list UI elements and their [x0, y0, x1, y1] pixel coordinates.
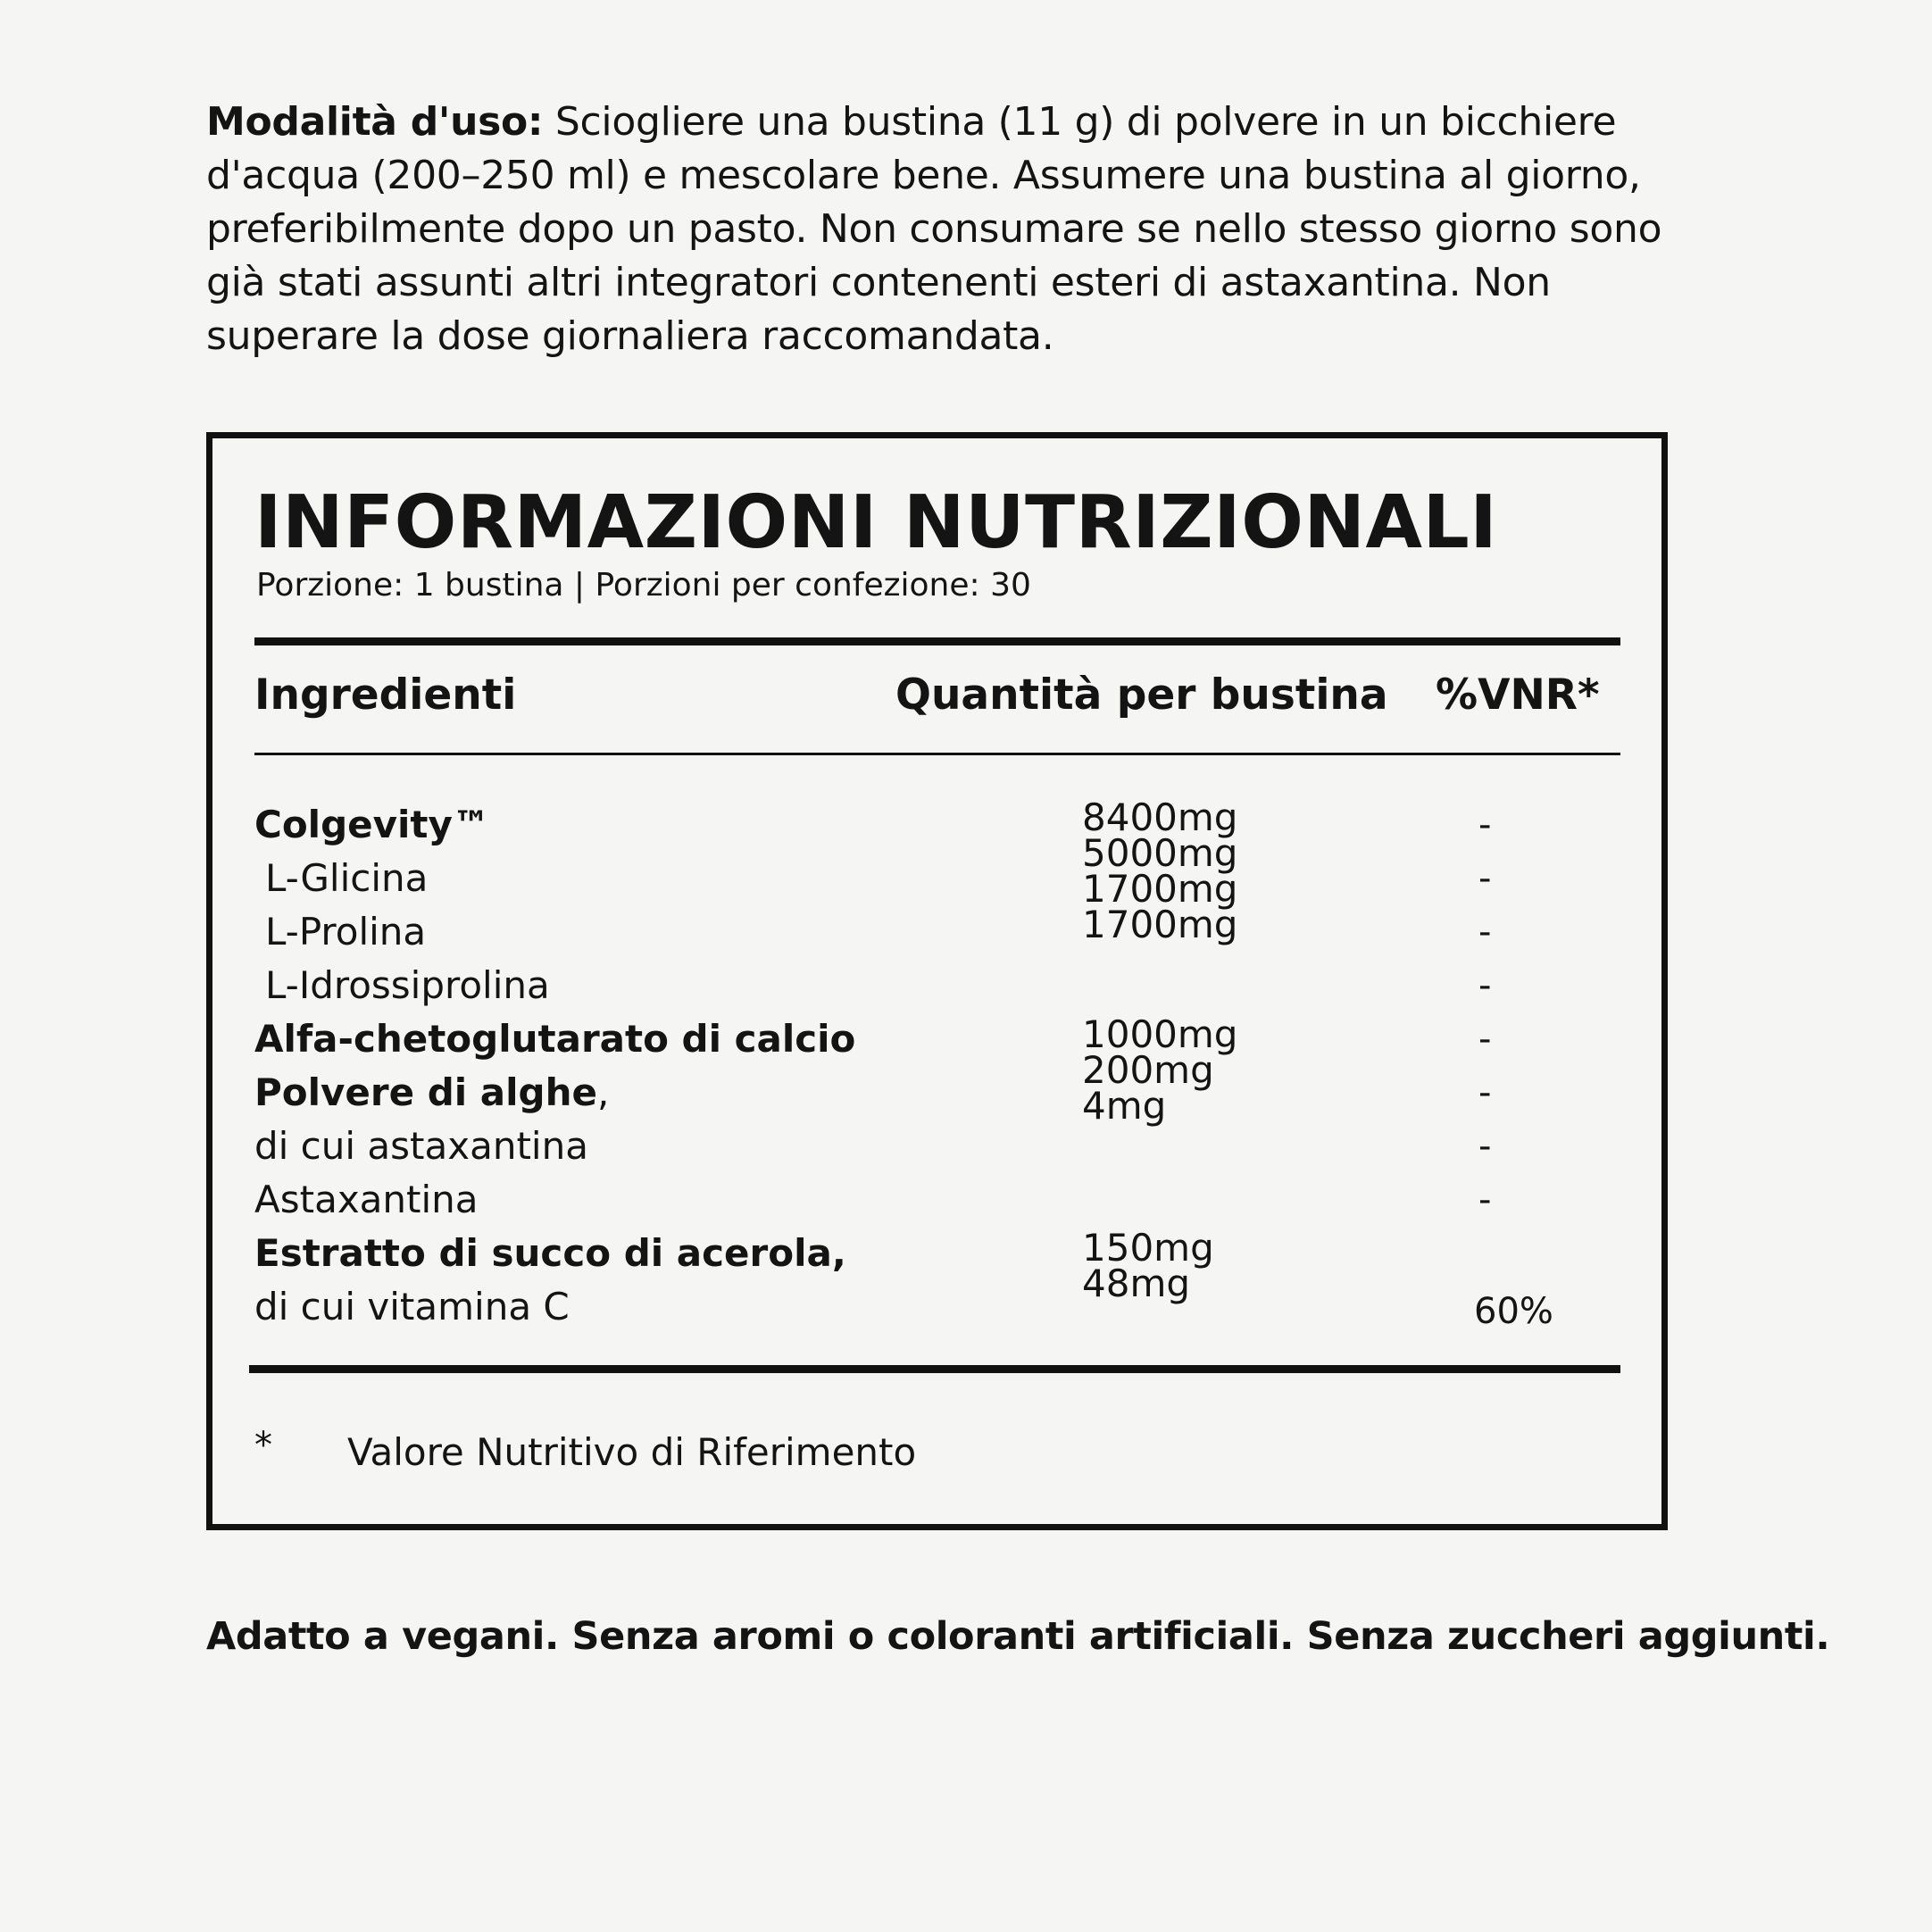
ingredient-name: L-Prolina	[265, 910, 427, 954]
divider-thick-bottom	[249, 1365, 1620, 1373]
header-quantity: Quantità per bustina	[895, 670, 1388, 720]
vnr-value: -	[1478, 965, 1492, 1006]
ingredient-name: Alfa-chetoglutarato di calcio	[254, 1017, 856, 1061]
panel-title: INFORMAZIONI NUTRIZIONALI	[254, 480, 1498, 565]
quantity-value: 1700mg	[1082, 903, 1238, 946]
ingredient-name	[254, 1068, 609, 1118]
ingredient-name: di cui vitamina C	[254, 1285, 570, 1328]
quantity-value: 1000mg	[1082, 1012, 1238, 1056]
ingredient-name: Estratto di succo di acerola,	[254, 1231, 846, 1275]
divider-thick	[254, 637, 1620, 645]
vnr-value: 60%	[1474, 1291, 1553, 1332]
ingredient-name-bold: Polvere di alghe	[254, 1070, 597, 1114]
vnr-value: -	[1478, 1179, 1492, 1220]
quantity-value: 4mg	[1082, 1084, 1167, 1128]
usage-instructions	[206, 96, 1670, 363]
ingredient-name: di cui astaxantina	[254, 1124, 588, 1168]
usage-text: Sciogliere una bustina (11 g) di polvere in un bicchiere d'acqua (200–250 ml) e mescolare bene. Assumere una bustina al giorno, preferibilmente dopo un pasto. Non consumare se nello stesso giorno sono già stati assunti altri integratori contenenti esteri di astaxantina. Non superare la dose giornaliera raccomandata.	[206, 99, 1662, 359]
vnr-value: -	[1478, 1019, 1492, 1060]
quantity-value: 200mg	[1082, 1048, 1214, 1092]
ingredient-name: Colgevity™	[254, 803, 490, 846]
serving-info: Porzione: 1 bustina | Porzioni per confezione: 30	[256, 567, 1031, 604]
footnote-asterisk: *	[254, 1425, 272, 1466]
ingredient-name: L-Idrossiprolina	[265, 963, 550, 1007]
quantity-value: 150mg	[1082, 1226, 1214, 1270]
footnote-text: Valore Nutritivo di Riferimento	[347, 1430, 917, 1474]
vnr-value: -	[1478, 912, 1492, 953]
quantity-value: 1700mg	[1082, 867, 1238, 911]
vnr-value: -	[1478, 1072, 1492, 1113]
ingredient-name: Astaxantina	[254, 1178, 479, 1221]
product-claims: Adatto a vegani. Senza aromi o coloranti artificiali. Senza zuccheri aggiunti.	[206, 1614, 1830, 1659]
vnr-value: -	[1478, 858, 1492, 899]
vnr-value: -	[1478, 1126, 1492, 1167]
ingredient-name: L-Glicina	[265, 856, 429, 900]
ingredient-comma: ,	[597, 1070, 610, 1114]
nutrition-panel	[206, 432, 1668, 1530]
quantity-value: 48mg	[1082, 1262, 1191, 1305]
header-vnr: %VNR*	[1436, 670, 1600, 720]
header-ingredients: Ingredienti	[254, 670, 517, 720]
quantity-value: 8400mg	[1082, 795, 1238, 839]
divider-thin	[254, 753, 1620, 755]
vnr-value: -	[1478, 804, 1492, 845]
quantity-value: 5000mg	[1082, 831, 1238, 875]
usage-label: Modalità d'uso:	[206, 99, 544, 145]
